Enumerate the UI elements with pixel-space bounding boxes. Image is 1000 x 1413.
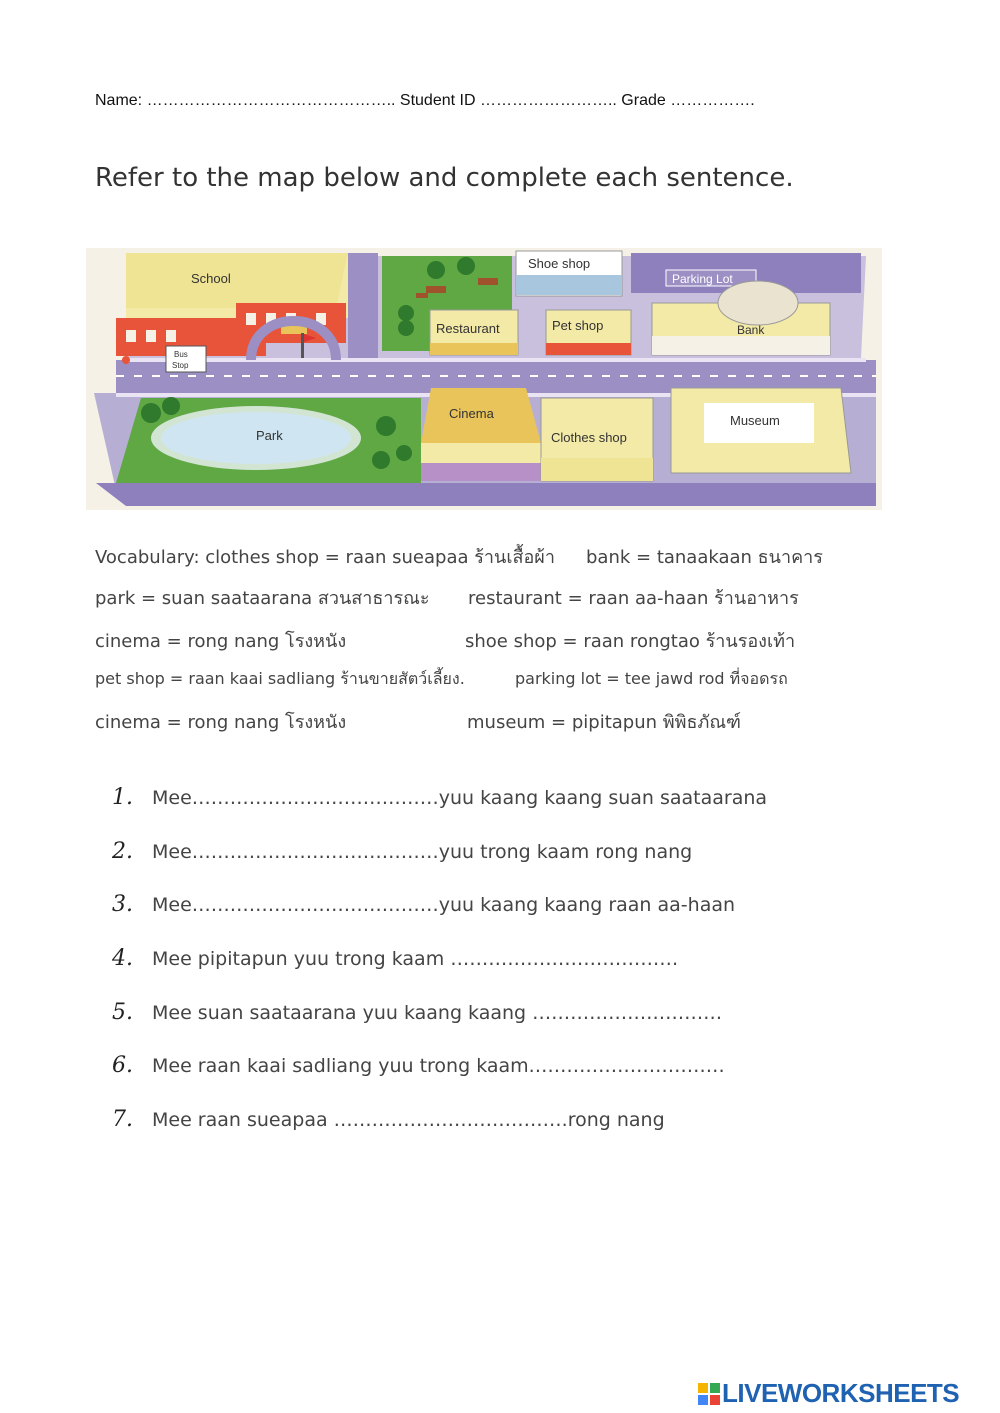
question-number: 5. bbox=[112, 1000, 133, 1025]
vocab-row-5-right: museum = pipitapun พิพิธภัณฑ์ bbox=[467, 712, 741, 733]
museum-label: Museum bbox=[730, 413, 780, 428]
question-text: Mee pipitapun yuu trong kaam ……………………………… bbox=[152, 948, 679, 970]
cinema-label: Cinema bbox=[449, 406, 494, 421]
question-6[interactable] bbox=[112, 1053, 725, 1085]
vocab-row-4-left: pet shop = raan kaai sadliang ร้านขายสัตว์เลี้ยง. bbox=[95, 669, 465, 688]
question-number: 3. bbox=[112, 892, 133, 917]
cinema bbox=[421, 388, 541, 481]
question-text: Mee raan kaai sadliang yuu trong kaam.………………………… bbox=[152, 1055, 725, 1077]
vocab-row-3-left: cinema = rong nang โรงหนัง bbox=[95, 631, 347, 652]
svg-text:Bus: Bus bbox=[174, 350, 188, 359]
shoe-shop-label: Shoe shop bbox=[528, 256, 591, 271]
vocab-row-2-left: park = suan saataarana สวนสาธารณะ bbox=[95, 588, 430, 609]
question-3[interactable] bbox=[112, 892, 735, 924]
vocab-row-1-right: bank = tanaakaan ธนาคาร bbox=[586, 547, 823, 568]
lower-road bbox=[96, 483, 876, 506]
question-2[interactable] bbox=[112, 839, 692, 871]
liveworksheets-logo-icon bbox=[698, 1383, 720, 1405]
restaurant bbox=[430, 310, 518, 355]
svg-text:Stop: Stop bbox=[172, 361, 189, 370]
vocab-row-2-right: restaurant = raan aa-haan ร้านอาหาร bbox=[468, 588, 799, 609]
museum bbox=[671, 388, 851, 473]
question-text: Mee…………………………………yuu kaang kaang suan saataarana bbox=[152, 787, 768, 809]
question-number: 4. bbox=[112, 946, 133, 971]
clothes-shop-label: Clothes shop bbox=[551, 430, 627, 445]
vocab-row-4-right: parking lot = tee jawd rod ที่จอดรถ bbox=[515, 669, 788, 688]
restaurant-label: Restaurant bbox=[436, 321, 500, 336]
student-info-line: Name: ……………………………………….. Student ID …………………….. Grade ……………. bbox=[95, 92, 755, 109]
town-map bbox=[86, 248, 882, 510]
park-label: Park bbox=[256, 428, 283, 443]
question-4[interactable] bbox=[112, 946, 678, 978]
vocab-row-3-right: shoe shop = raan rongtao ร้านรองเท้า bbox=[465, 631, 796, 652]
school-label: School bbox=[191, 271, 231, 286]
question-7[interactable] bbox=[112, 1107, 665, 1139]
question-number: 7. bbox=[112, 1107, 133, 1132]
liveworksheets-logo bbox=[698, 1378, 959, 1408]
question-text: Mee suan saataarana yuu kaang kaang ………………………… bbox=[152, 1002, 723, 1024]
question-number: 2. bbox=[112, 839, 133, 864]
pet-shop bbox=[546, 310, 631, 355]
park bbox=[116, 397, 421, 483]
brand-name: LIVEWORKSHEETS bbox=[722, 1378, 960, 1408]
vocab-row-1-left: Vocabulary: clothes shop = raan sueapaa ร้านเสื้อผ้า bbox=[95, 547, 555, 568]
school-building bbox=[116, 253, 348, 356]
question-number: 6. bbox=[112, 1053, 133, 1078]
question-5[interactable] bbox=[112, 1000, 722, 1032]
shoe-shop bbox=[516, 251, 622, 296]
instruction-text: Refer to the map below and complete each sentence. bbox=[95, 163, 794, 193]
clothes-shop bbox=[541, 398, 653, 481]
question-text: Mee…………………………………yuu kaang kaang raan aa-haan bbox=[152, 894, 736, 916]
pet-shop-label: Pet shop bbox=[552, 318, 604, 333]
question-text: Mee raan sueapaa ……………………………….rong nang bbox=[152, 1109, 665, 1131]
question-text: Mee…………………………………yuu trong kaam rong nang bbox=[152, 841, 693, 863]
question-1[interactable] bbox=[112, 785, 767, 817]
vocab-row-5-left: cinema = rong nang โรงหนัง bbox=[95, 712, 347, 733]
bank-label: Bank bbox=[737, 323, 765, 337]
question-number: 1. bbox=[112, 785, 133, 810]
parking-lot-label: Parking Lot bbox=[672, 272, 733, 286]
